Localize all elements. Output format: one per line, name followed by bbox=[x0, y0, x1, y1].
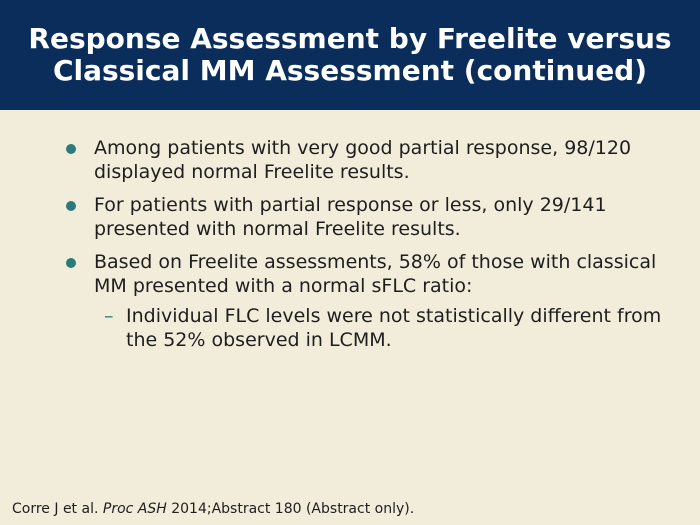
bullet-text: Among patients with very good partial response, 98/120 displayed normal Freelite results. bbox=[94, 137, 632, 183]
bullet-item bbox=[66, 136, 666, 184]
dash-icon: – bbox=[104, 305, 114, 327]
slide-title: Response Assessment by Freelite versus Classical MM Assessment (continued) bbox=[28, 22, 672, 87]
bullet-text: For patients with partial response or less, only 29/141 presented with normal Freelite results. bbox=[94, 194, 607, 240]
title-bar bbox=[0, 0, 700, 110]
bullet-dot-icon bbox=[66, 144, 76, 154]
sub-bullet-text: Individual FLC levels were not statistically different from the 52% observed in LCMM. bbox=[126, 305, 662, 351]
sub-bullet-item bbox=[104, 304, 666, 352]
bullet-text: Based on Freelite assessments, 58% of those with classical MM presented with a normal sFLC ratio: bbox=[94, 251, 657, 297]
bullet-dot-icon bbox=[66, 201, 76, 211]
citation-details: 2014;Abstract 180 (Abstract only). bbox=[166, 501, 415, 517]
bullet-dot-icon bbox=[66, 258, 76, 268]
bullet-item bbox=[66, 193, 666, 241]
citation-journal: Proc ASH bbox=[102, 501, 167, 517]
citation-authors: Corre J et al. bbox=[12, 501, 103, 517]
citation bbox=[12, 500, 414, 518]
bullet-item bbox=[66, 250, 666, 298]
bullet-list bbox=[66, 136, 666, 352]
